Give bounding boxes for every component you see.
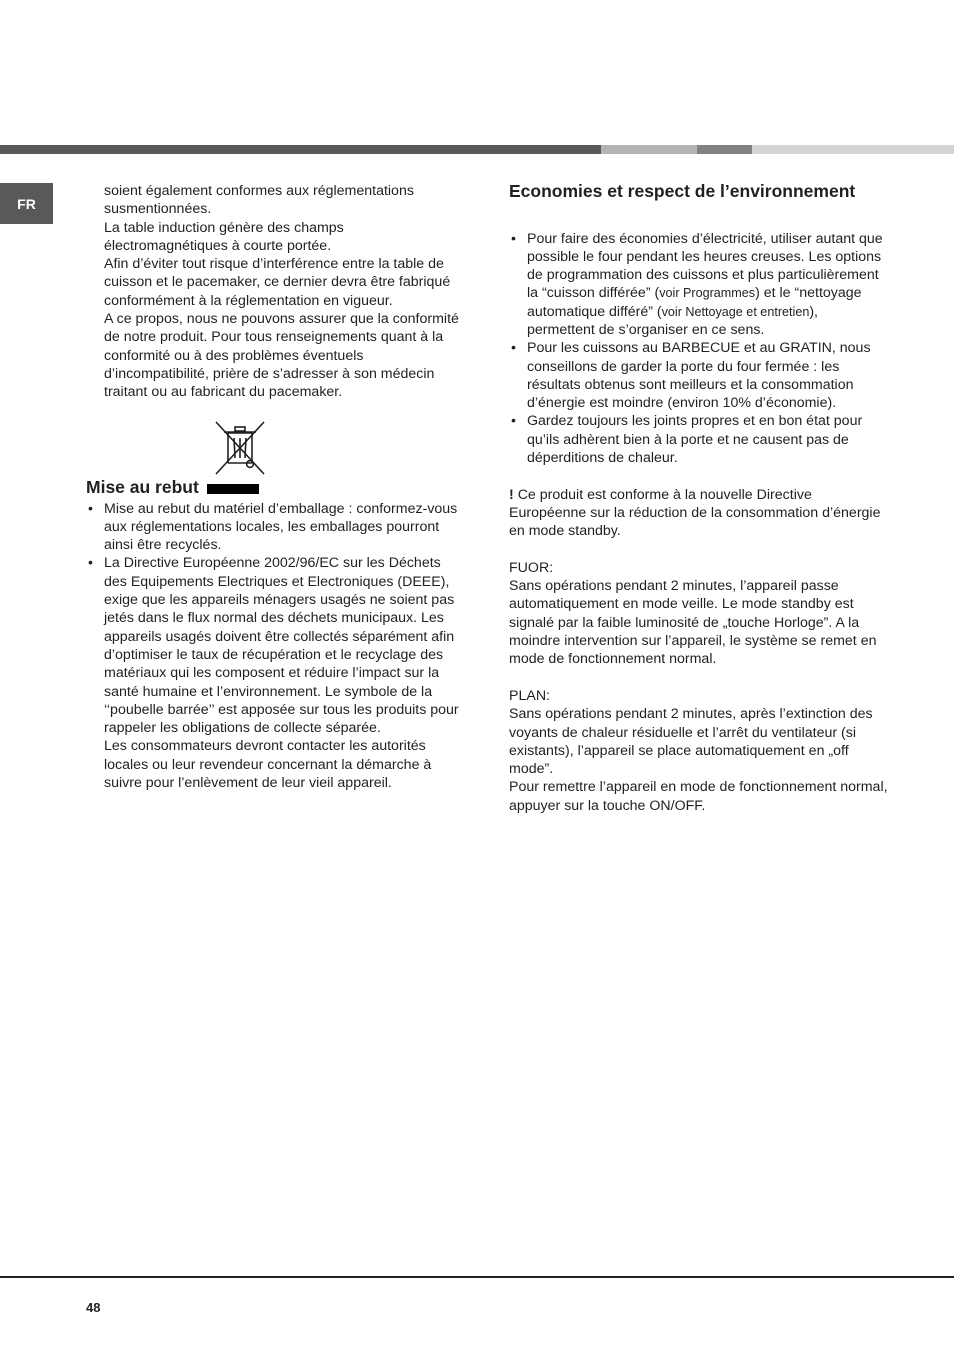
top-bar-segment-dark [0,145,601,154]
disposal-heading-row [86,478,466,500]
footer-rule [0,1276,954,1278]
exclamation-mark: ! [509,486,514,503]
top-color-bar [0,145,954,154]
reference-programmes: voir Programmes [659,286,756,301]
bullet-text: ) et le “nettoyage automatique différé” ( [527,285,862,320]
directive-text: Ce produit est conforme à la nouvelle Directive Européenne sur la réduction de la consommation d’énergie en mode standby. [509,486,881,540]
paragraph-induction: La table induction génère des champs électromagnétiques à courte portée. [104,219,344,254]
page-number: 48 [86,1300,101,1315]
list-item: • Pour les cuissons au BARBECUE et au GRATIN, nous conseillons de garder la porte du four fermée : les résultats obtenus sont meilleurs et la consommation d’énergie est moindre (environ 10% d’économie). [509,339,889,412]
paragraph-conformity: soient également conformes aux réglementations susmentionnées. [104,183,414,218]
top-bar-segment-pale [752,145,954,154]
economies-heading: Economies et respect de l’environnement [509,181,856,201]
disposal-heading: Mise au rebut [86,476,199,497]
reference-nettoyage: voir Nettoyage et entretien [661,304,810,319]
top-bar-segment-light [601,145,697,154]
top-bar-segment-mid [697,145,752,154]
bullet-text: Pour faire des économies d’électricité, utiliser autant que possible le four pendant les heures creuses. Les options de programmation des cuissons et plus particulièrement la “cuisson différée” ( [527,230,883,302]
economies-list [509,230,889,468]
fuor-label: FUOR: [509,559,554,576]
fuor-text: Sans opérations pendant 2 minutes, l’appareil passe automatiquement en mode veille. Le mode standby est signalé par la faible luminosité de „touche Horloge”. A la moindre intervention sur l’appareil, le système se remet en mode de fonctionnement normal. [509,578,877,668]
list-item: • Mise au rebut du matériel d’emballage : conformez-vous aux réglementations locales, les emballages pourront ainsi être recyclés. [86,500,466,555]
weee-black-bar [207,484,259,494]
weee-symbol-area [86,420,466,478]
plan-text: Sans opérations pendant 2 minutes, après l’extinction des voyants de chaleur résiduelle et l’arrêt du ventilateur (si existants), l’appareil se place automatiquement en „off mode”. [509,706,873,778]
list-item: • Gardez toujours les joints propres et en bon état pour qu’ils adhèrent bien à la porte et ne causent pas de déperditions de chaleur. [509,412,889,467]
plan-text-2: Pour remettre l’appareil en mode de fonctionnement normal, appuyer sur la touche ON/OFF. [509,779,888,814]
bullet-text: ), permettent de s’organiser en ce sens. [527,303,818,338]
disposal-list [86,500,466,738]
right-column [509,182,889,815]
crossed-bin-icon [214,420,266,476]
left-column [86,182,466,792]
paragraph-consumers: Les consommateurs devront contacter les autorités locales ou leur revendeur concernant la démarche à suivre pour l’enlèvement de leur vieil appareil. [104,738,432,792]
paragraph-directive [509,486,889,541]
plan-label: PLAN: [509,687,551,704]
language-tab: FR [0,183,53,224]
list-item: • La Directive Européenne 2002/96/EC sur les Déchets des Equipements Electriques et Electroniques (DEEE), exige que les appareils ménagers usagés ne soient pas jetés dans le flux normal des déchets municipaux. Les appareils usagés doivent être collectés séparément afin d’optimiser le taux de récupération et le recyclage des matériaux qui les composent et réduire l’impact sur la santé humaine et l’environnement. Le symbole de la ‘‘poubelle barrée’’ est apposée sur tous les produits pour rappeler les obligations de collecte séparée. [86,554,466,737]
list-item [509,230,889,340]
paragraph-interference: Afin d’éviter tout risque d’interférence entre la table de cuisson et le pacemaker, ce dernier devra être fabriqué conformément à la réglementation en vigueur. [104,256,451,309]
paragraph-pacemaker: A ce propos, nous ne pouvons assurer que la conformité de notre produit. Pour tous renseignements quant à la conformité ou à des problèmes éventuels d’incompatibilité, prière de s’adresser à son médecin traitant ou au fabricant du pacemaker. [104,311,459,401]
